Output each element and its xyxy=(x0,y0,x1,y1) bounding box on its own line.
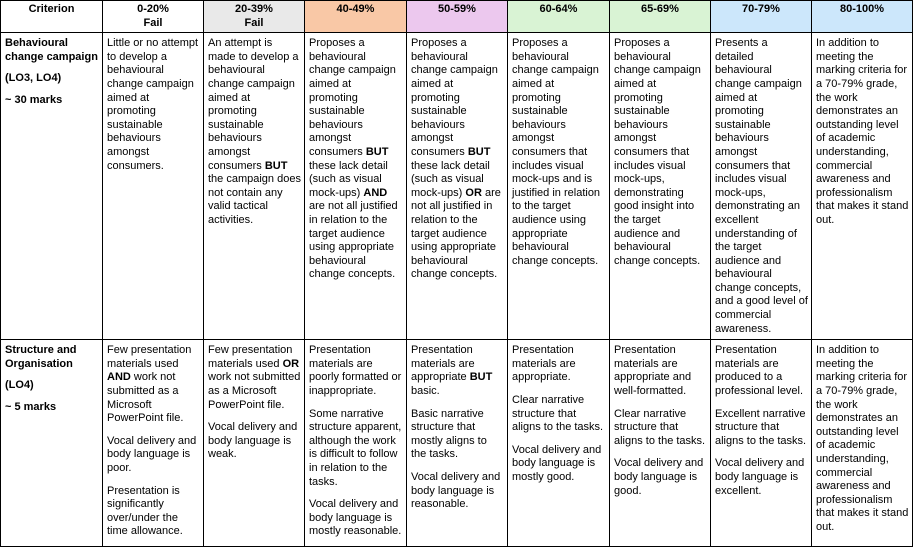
descriptor-text: Few presentation materials used xyxy=(208,344,293,370)
header-label: 50-59% xyxy=(438,3,476,15)
descriptor-cell xyxy=(610,340,711,547)
header-grade-band xyxy=(204,1,305,33)
emphasis-keyword: AND xyxy=(107,371,131,384)
emphasis-keyword: BUT xyxy=(365,145,389,158)
descriptor-text: Presentation materials are appropriate xyxy=(411,344,475,384)
descriptor-cell xyxy=(711,33,812,340)
descriptor-paragraph xyxy=(512,344,606,385)
descriptor-cell xyxy=(711,340,812,547)
header-label: 65-69% xyxy=(641,3,679,15)
descriptor-text: Little or no attempt to develop a behavioural change campaign aimed at promoting sustainable behaviours amongst consumers. xyxy=(107,37,199,172)
header-grade-band xyxy=(305,1,407,33)
descriptor-cell xyxy=(508,340,610,547)
header-label: 60-64% xyxy=(539,3,578,15)
descriptor-cell xyxy=(305,33,407,340)
descriptor-cell xyxy=(204,340,305,547)
descriptor-cell xyxy=(610,33,711,340)
descriptor-text: Vocal delivery and body language is mostly reasonable. xyxy=(309,498,402,538)
descriptor-paragraph xyxy=(208,37,301,227)
descriptor-paragraph xyxy=(816,37,909,227)
descriptor-paragraph xyxy=(107,435,200,476)
descriptor-paragraph xyxy=(512,444,606,485)
descriptor-text: work not submitted as a Microsoft PowerPoint file. xyxy=(107,371,184,425)
descriptor-text: Proposes a behavioural change campaign aimed at promoting sustainable behaviours amongst consumers xyxy=(309,37,396,158)
descriptor-text: are not all justified in relation to the target audience using appropriate behavioural change concepts. xyxy=(309,200,398,281)
descriptor-text: Clear narrative structure that aligns to the tasks. xyxy=(512,394,604,434)
criterion-learning-outcomes: (LO3, LO4) xyxy=(5,72,62,85)
descriptor-text: Vocal delivery and body language is reasonable. xyxy=(411,471,501,511)
descriptor-paragraph xyxy=(512,37,606,268)
descriptor-text: Presentation materials are produced to a professional level. xyxy=(715,344,804,398)
criterion-cell xyxy=(1,33,103,340)
descriptor-paragraph xyxy=(411,408,504,462)
criterion-cell xyxy=(1,340,103,547)
descriptor-text: Vocal delivery and body language is poor. xyxy=(107,434,197,474)
header-sublabel: Fail xyxy=(143,16,163,29)
descriptor-paragraph xyxy=(614,408,707,449)
descriptor-text: Presentation materials are appropriate and well-formatted. xyxy=(614,344,692,398)
descriptor-text: Proposes a behavioural change campaign aimed at promoting sustainable behaviours amongst consumers xyxy=(411,37,498,158)
rubric-row xyxy=(1,33,913,340)
header-grade-band xyxy=(508,1,610,33)
descriptor-text: basic. xyxy=(411,385,440,398)
header-sublabel: Fail xyxy=(244,16,264,29)
descriptor-cell xyxy=(812,33,913,340)
header-label: 20-39% xyxy=(235,3,273,15)
descriptor-paragraph xyxy=(614,344,707,398)
descriptor-text: Clear narrative structure that aligns to the tasks. xyxy=(614,407,706,447)
descriptor-text: Vocal delivery and body language is good. xyxy=(614,457,704,497)
descriptor-cell xyxy=(508,33,610,340)
descriptor-paragraph xyxy=(512,394,606,435)
header-label: 40-49% xyxy=(336,3,375,15)
descriptor-paragraph xyxy=(614,457,707,498)
descriptor-cell xyxy=(103,33,204,340)
criterion-marks: ~ 5 marks xyxy=(5,401,57,414)
descriptor-text: Vocal delivery and body language is mostly good. xyxy=(512,443,602,483)
descriptor-paragraph xyxy=(107,37,200,173)
descriptor-text: Proposes a behavioural change campaign aimed at promoting sustainable behaviours amongst consumers that includes visual mock-ups and is justified in relation to the target audience using appropriate behavioural change concepts. xyxy=(512,37,601,267)
header-criterion xyxy=(1,1,103,33)
descriptor-paragraph xyxy=(309,408,403,490)
header-label: 70-79% xyxy=(742,3,780,15)
emphasis-keyword: BUT xyxy=(264,159,288,172)
header-label: 0-20% xyxy=(137,3,169,15)
descriptor-paragraph xyxy=(411,471,504,512)
emphasis-keyword: OR xyxy=(465,186,482,199)
descriptor-text: Vocal delivery and body language is weak. xyxy=(208,421,298,461)
header-row xyxy=(1,1,913,33)
descriptor-cell xyxy=(204,33,305,340)
criterion-marks: ~ 30 marks xyxy=(5,93,63,106)
descriptor-text: Presentation materials are appropriate. xyxy=(512,344,576,384)
descriptor-paragraph xyxy=(309,498,403,539)
descriptor-paragraph xyxy=(309,37,403,282)
descriptor-paragraph xyxy=(715,37,808,336)
descriptor-paragraph xyxy=(208,421,301,462)
emphasis-keyword: BUT xyxy=(469,371,493,384)
header-grade-band xyxy=(407,1,508,33)
emphasis-keyword: AND xyxy=(363,186,388,199)
descriptor-text: Presents a detailed behavioural change campaign aimed at promoting sustainable behaviours amongst consumers that includes visual mock-ups, demonstrating an excellent understanding of the target audience and behavioural change concepts, and a good level of commercial awareness. xyxy=(715,37,808,335)
emphasis-keyword: BUT xyxy=(467,145,491,158)
descriptor-text: Presentation is significantly over/under the time allowance. xyxy=(107,484,183,538)
descriptor-cell xyxy=(407,33,508,340)
descriptor-paragraph xyxy=(715,457,808,498)
descriptor-paragraph xyxy=(208,344,301,412)
descriptor-text: Presentation materials are poorly formatted or inappropriate. xyxy=(309,344,402,398)
descriptor-cell xyxy=(103,340,204,547)
descriptor-text: these lack detail (such as visual mock-ups) xyxy=(411,159,490,199)
descriptor-text: Proposes a behavioural change campaign aimed at promoting sustainable behaviours amongst consumers that includes visual mock-ups, demonstrating good insight into the target audience and behavioural change concepts. xyxy=(614,37,701,267)
descriptor-cell xyxy=(305,340,407,547)
criterion-title: Structure and Organisation xyxy=(5,344,77,370)
descriptor-text: An attempt is made to develop a behavioural change campaign aimed at promoting sustainable behaviours amongst consumers xyxy=(208,37,299,172)
descriptor-text: these lack detail (such as visual mock-ups) xyxy=(309,159,388,199)
criterion-learning-outcomes: (LO4) xyxy=(5,379,34,392)
descriptor-text: work not submitted as a Microsoft PowerPoint file. xyxy=(208,371,301,411)
descriptor-cell xyxy=(407,340,508,547)
descriptor-text: Some narrative structure apparent, although the work is difficult to follow in relation to the tasks. xyxy=(309,407,402,488)
header-label: Criterion xyxy=(28,3,75,15)
descriptor-text: Basic narrative structure that mostly aligns to the tasks. xyxy=(411,407,487,461)
header-grade-band xyxy=(103,1,204,33)
header-label: 80-100% xyxy=(839,3,885,15)
descriptor-text: Few presentation materials used xyxy=(107,344,192,370)
descriptor-paragraph xyxy=(715,408,808,449)
criterion-title: Behavioural change campaign xyxy=(5,37,98,63)
descriptor-text: In addition to meeting the marking criteria for a 70-79% grade, the work demonstrates an outstanding level of academic understanding, commercial awareness and professionalism that makes it stand out. xyxy=(816,37,909,226)
header-grade-band xyxy=(812,1,913,33)
header-grade-band xyxy=(610,1,711,33)
header-grade-band xyxy=(711,1,812,33)
rubric-row xyxy=(1,340,913,547)
descriptor-paragraph xyxy=(614,37,707,268)
descriptor-paragraph xyxy=(107,485,200,539)
emphasis-keyword: OR xyxy=(282,357,300,370)
descriptor-text: In addition to meeting the marking criteria for a 70-79% grade, the work demonstrates an outstanding level of academic understanding, commercial awareness and professionalism that makes it stand out. xyxy=(816,344,909,533)
descriptor-paragraph xyxy=(107,344,200,426)
descriptor-cell xyxy=(812,340,913,547)
descriptor-paragraph xyxy=(715,344,808,398)
descriptor-paragraph xyxy=(309,344,403,398)
rubric-body xyxy=(1,33,913,547)
descriptor-paragraph xyxy=(411,37,504,282)
descriptor-text: Excellent narrative structure that aligns to the tasks. xyxy=(715,407,807,447)
descriptor-text: are not all justified in relation to the target audience using appropriate behavioural change concepts. xyxy=(411,186,501,281)
descriptor-text: Vocal delivery and body language is excellent. xyxy=(715,457,805,497)
descriptor-text: the campaign does not contain any valid tactical activities. xyxy=(208,173,301,226)
descriptor-paragraph xyxy=(816,344,909,534)
descriptor-paragraph xyxy=(411,344,504,398)
